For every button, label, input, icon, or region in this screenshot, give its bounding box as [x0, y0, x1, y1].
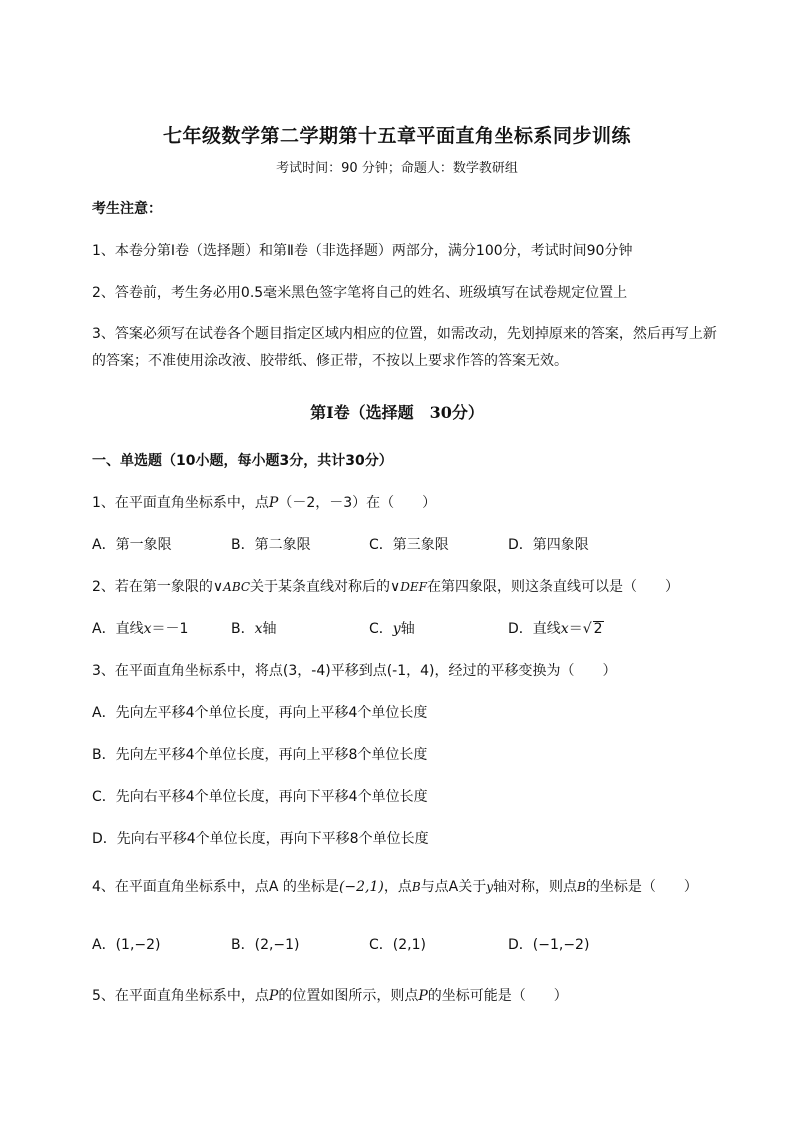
- q2-option-a-var: x: [143, 621, 152, 637]
- q2-option-c-var: y: [392, 621, 401, 637]
- q4-var-b2: B: [577, 880, 586, 894]
- page-title: 七年级数学第二学期第十五章平面直角坐标系同步训练: [162, 125, 631, 147]
- q4-option-c: C．(2,1): [369, 937, 426, 953]
- q2-option-a: [92, 619, 188, 639]
- q4-var-y: y: [486, 880, 494, 894]
- notice-item-1: 1、本卷分第I卷（选择题）和第Ⅱ卷（非选择题）两部分，满分100分，考试时间90分钟: [92, 243, 633, 259]
- question-2-stem: [92, 577, 679, 597]
- question-1-stem: [92, 493, 436, 513]
- q3-option-a: A．先向左平移4个单位长度，再向上平移4个单位长度: [92, 705, 428, 721]
- q1-option-d: D．第四象限: [508, 537, 589, 553]
- q2-option-a-post: ＝－1: [151, 621, 189, 637]
- sqrt-radicand: 2: [593, 621, 603, 637]
- q2-stem-a: 2、若在第一象限的∨: [92, 579, 224, 595]
- q4-stem-d: 轴对称，则点: [493, 879, 578, 895]
- q2-option-b: [231, 619, 277, 639]
- q4-var-b: B: [411, 880, 421, 894]
- q2-option-b-var: x: [254, 621, 263, 637]
- q4-option-b: B．(2,−1): [231, 937, 300, 953]
- section-heading: 一、单选题（10小题，每小题3分，共计30分）: [92, 453, 393, 469]
- q4-coord-a: (−2,1): [338, 879, 384, 895]
- question-4-stem: [92, 877, 698, 897]
- q3-option-d: D．先向右平移4个单位长度，再向下平移8个单位长度: [92, 831, 429, 847]
- q1-var-p: P: [268, 495, 279, 511]
- q2-option-d-var: x: [560, 621, 569, 637]
- q2-stem-c: 在第四象限，则这条直线可以是（ ）: [427, 579, 680, 595]
- q1-option-c: C．第三象限: [369, 537, 449, 553]
- question-5-stem: [92, 986, 568, 1006]
- q3-option-c: C．先向右平移4个单位长度，再向下平移4个单位长度: [92, 789, 428, 805]
- q2-option-c-post: 轴: [400, 621, 415, 637]
- q2-option-b-pre: B．: [231, 621, 255, 637]
- q4-stem-a: 4、在平面直角坐标系中，点A 的坐标是: [92, 879, 339, 895]
- q4-stem-c: 与点A关于: [420, 879, 487, 895]
- notice-item-3: 3、答案必须写在试卷各个题目指定区域内相应的位置，如需改动，先划掉原来的答案，然后再写上新: [92, 326, 717, 342]
- q2-option-c-pre: C．: [369, 621, 393, 637]
- q1-stem-b: （－2，－3）在（ ）: [278, 495, 437, 511]
- q2-option-a-pre: A．直线: [92, 621, 144, 637]
- q4-option-a: A．(1,−2): [92, 937, 161, 953]
- q2-option-d: [508, 619, 604, 639]
- q4-option-d: D．(−1,−2): [508, 937, 590, 953]
- notice-item-3-cont: 的答案；不准使用涂改液、胶带纸、修正带，不按以上要求作答的答案无效。: [92, 353, 568, 369]
- question-3-stem: 3、在平面直角坐标系中，将点(3，-4)平移到点(-1，4)，经过的平移变换为（ ）: [92, 663, 617, 679]
- q2-option-b-post: 轴: [262, 621, 277, 637]
- q2-stem-b: 关于某条直线对称后的∨: [250, 579, 401, 595]
- q2-option-c: [369, 619, 415, 639]
- q5-var-p: P: [268, 988, 279, 1004]
- q2-triangle-abc: ABC: [223, 580, 251, 594]
- q2-option-d-pre: D．直线: [508, 621, 561, 637]
- q5-stem-b: 的位置如图所示，则点: [278, 988, 419, 1004]
- q1-stem-a: 1、在平面直角坐标系中，点: [92, 495, 269, 511]
- q1-option-a: A．第一象限: [92, 537, 172, 553]
- q5-var-p2: P: [418, 988, 428, 1004]
- sqrt-symbol: √: [582, 621, 592, 637]
- notice-item-2: 2、答卷前，考生务必用0.5毫米黑色签字笔将自己的姓名、班级填写在试卷规定位置上: [92, 285, 628, 301]
- q4-stem-e: 的坐标是（ ）: [585, 879, 698, 895]
- q1-option-b: B．第二象限: [231, 537, 311, 553]
- part1-title: 第I卷（选择题 30分）: [310, 403, 484, 422]
- q5-stem-c: 的坐标可能是（ ）: [427, 988, 568, 1004]
- exam-subtitle: 考试时间：90 分钟；命题人：数学教研组: [276, 161, 518, 176]
- q2-triangle-def: DEF: [400, 580, 428, 594]
- notice-heading: 考生注意：: [92, 201, 162, 217]
- q5-stem-a: 5、在平面直角坐标系中，点: [92, 988, 269, 1004]
- q2-option-d-eq: ＝: [568, 621, 583, 637]
- q3-option-b: B．先向左平移4个单位长度，再向上平移8个单位长度: [92, 747, 428, 763]
- q4-stem-b: ，点: [383, 879, 412, 895]
